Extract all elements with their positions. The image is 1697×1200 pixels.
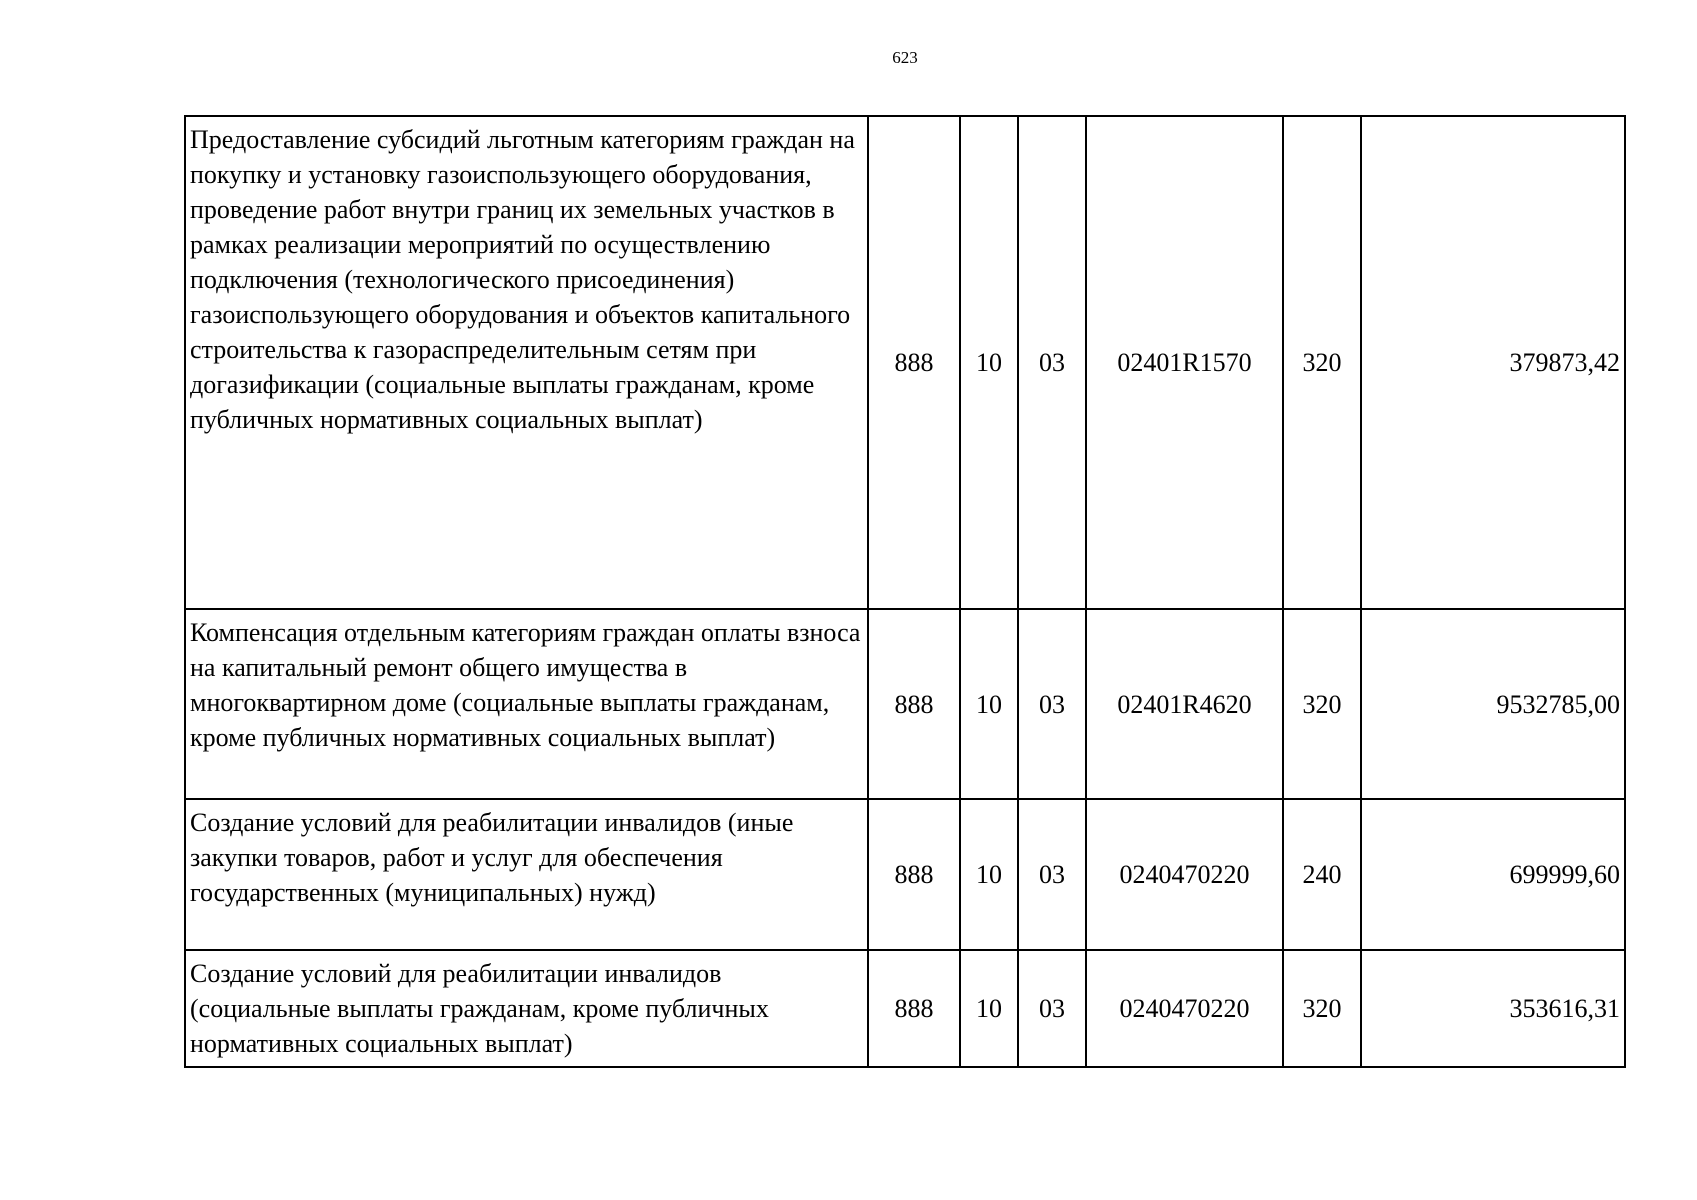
ministry-code-cell: 888 (868, 609, 960, 799)
ministry-code-cell: 888 (868, 116, 960, 609)
amount-cell: 699999,60 (1361, 799, 1625, 950)
description-cell: Создание условий для реабилитации инвалидов (социальные выплаты гражданам, кроме публичных нормативных социальных выплат) (185, 950, 868, 1067)
description-cell: Предоставление субсидий льготным категориям граждан на покупку и установку газоиспользующего оборудования, проведение работ внутри границ их земельных участков в рамках реализации мероприятий по осуществлению подключения (технологического присоединения) газоиспользующего оборудования и объектов капитального строительства к газораспределительным сетям при догазификации (социальные выплаты гражданам, кроме публичных нормативных социальных выплат) (185, 116, 868, 609)
table-row (185, 116, 1625, 609)
page-number: 623 (892, 48, 918, 67)
description-cell: Создание условий для реабилитации инвалидов (иные закупки товаров, работ и услуг для обеспечения государственных (муниципальных) нужд) (185, 799, 868, 950)
amount-cell: 379873,42 (1361, 116, 1625, 609)
table-row (185, 609, 1625, 799)
amount-cell: 353616,31 (1361, 950, 1625, 1067)
expense-type-cell: 240 (1283, 799, 1361, 950)
table-row (185, 799, 1625, 950)
ministry-code-cell: 888 (868, 799, 960, 950)
subsection-code-cell: 03 (1018, 116, 1086, 609)
section-code-cell: 10 (960, 609, 1018, 799)
target-article-cell: 02401R4620 (1086, 609, 1283, 799)
target-article-cell: 02401R1570 (1086, 116, 1283, 609)
subsection-code-cell: 03 (1018, 609, 1086, 799)
description-cell: Компенсация отдельным категориям граждан оплаты взноса на капитальный ремонт общего имущества в многоквартирном доме (социальные выплаты гражданам, кроме публичных нормативных социальных выплат) (185, 609, 868, 799)
target-article-cell: 0240470220 (1086, 950, 1283, 1067)
amount-cell: 9532785,00 (1361, 609, 1625, 799)
ministry-code-cell: 888 (868, 950, 960, 1067)
section-code-cell: 10 (960, 950, 1018, 1067)
subsection-code-cell: 03 (1018, 799, 1086, 950)
section-code-cell: 10 (960, 116, 1018, 609)
target-article-cell: 0240470220 (1086, 799, 1283, 950)
section-code-cell: 10 (960, 799, 1018, 950)
budget-table (184, 115, 1626, 1068)
expense-type-cell: 320 (1283, 950, 1361, 1067)
expense-type-cell: 320 (1283, 116, 1361, 609)
subsection-code-cell: 03 (1018, 950, 1086, 1067)
expense-type-cell: 320 (1283, 609, 1361, 799)
table-row (185, 950, 1625, 1067)
